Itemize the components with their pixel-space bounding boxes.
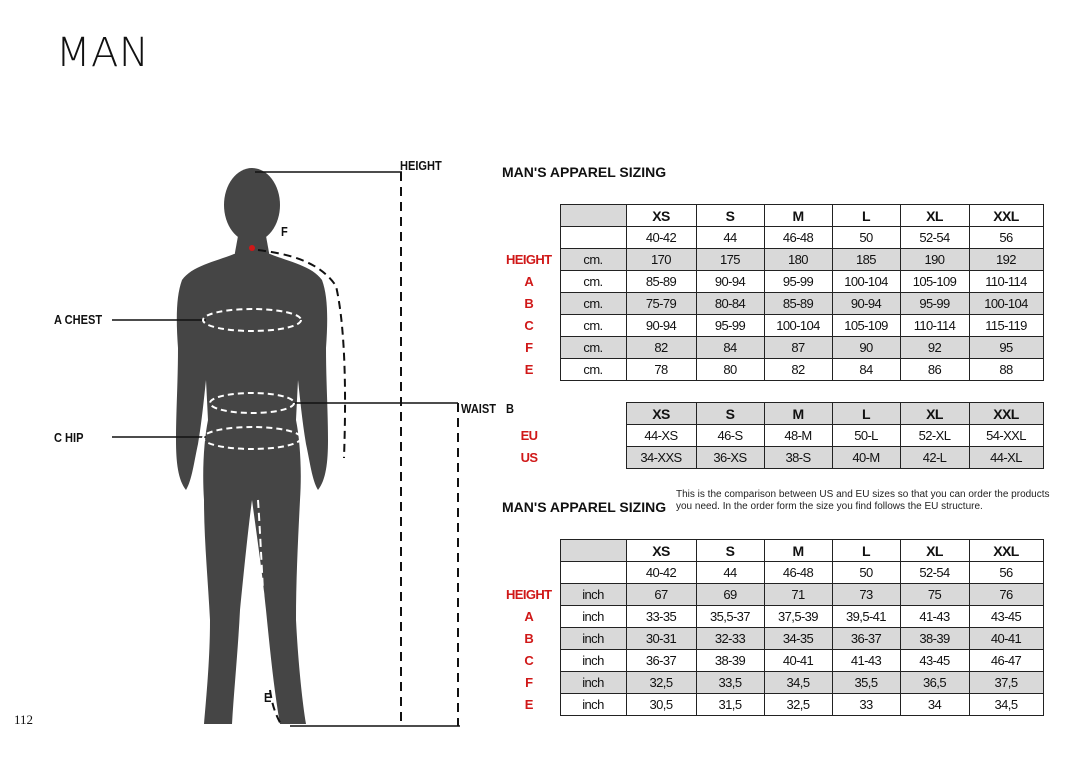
value-cell: 95 [969,337,1043,359]
size-header: M [764,205,832,227]
row-label: A [524,609,534,624]
value-cell: 84 [832,359,900,381]
row-label: E [524,697,533,712]
cm-size-table [498,204,1044,381]
value-cell: 85-89 [626,271,696,293]
cm-section-title: MAN'S APPAREL SIZING [502,164,667,180]
table-header-row [498,540,1043,562]
height-label: HEIGHT [400,158,442,173]
value-cell: 34,5 [969,694,1043,716]
value-cell: 115-119 [969,315,1043,337]
size-header: XS [626,403,696,425]
value-cell: 82 [764,359,832,381]
value-cell: 170 [626,249,696,271]
value-cell: 35,5 [832,672,900,694]
table-row [498,447,1043,469]
size-header: XS [626,205,696,227]
value-cell: 44-XL [969,447,1043,469]
waist-label: WAIST [461,401,496,416]
value-cell: 175 [696,249,764,271]
size-header: XXL [969,540,1043,562]
size-header: S [696,540,764,562]
value-cell: 38-39 [900,628,969,650]
value-cell: 105-109 [900,271,969,293]
size-header: M [764,403,832,425]
value-cell: 67 [626,584,696,606]
value-cell: 90-94 [832,293,900,315]
size-header: XS [626,540,696,562]
unit-cell: cm. [560,293,626,315]
table-row [498,425,1043,447]
row-label: C [524,653,534,668]
value-cell: 100-104 [969,293,1043,315]
value-cell: 30-31 [626,628,696,650]
size-header: M [764,540,832,562]
value-cell: 192 [969,249,1043,271]
value-cell: 75 [900,584,969,606]
value-cell: 75-79 [626,293,696,315]
value-cell: 90-94 [696,271,764,293]
table-row [498,650,1043,672]
page-title: MAN [56,30,150,76]
eu-size-cell: 44 [696,562,764,584]
value-cell: 88 [969,359,1043,381]
table-row [498,359,1043,381]
body-silhouette [176,168,328,724]
value-cell: 32,5 [764,694,832,716]
value-cell: 32,5 [626,672,696,694]
size-header: XL [900,205,969,227]
size-header: XL [900,403,969,425]
row-label: HEIGHT [505,252,552,267]
hip-label: C HIP [54,430,84,445]
value-cell: 38-S [764,447,832,469]
value-cell: 33,5 [696,672,764,694]
value-cell: 92 [900,337,969,359]
size-header: S [696,403,764,425]
table-row [498,606,1043,628]
waist-letter: B [506,401,514,416]
value-cell: 41-43 [832,650,900,672]
value-cell: 36-37 [626,650,696,672]
unit-cell: inch [560,650,626,672]
value-cell: 35,5-37 [696,606,764,628]
value-cell: 30,5 [626,694,696,716]
table-row [498,672,1043,694]
value-cell: 34,5 [764,672,832,694]
value-cell: 33-35 [626,606,696,628]
value-cell: 40-41 [764,650,832,672]
value-cell: 86 [900,359,969,381]
eu-size-cell: 52-54 [900,227,969,249]
value-cell: 38-39 [696,650,764,672]
value-cell: 95-99 [696,315,764,337]
value-cell: 190 [900,249,969,271]
row-label: C [524,318,534,333]
row-label: HEIGHT [505,587,552,602]
page-number: 112 [14,712,34,727]
value-cell: 34-35 [764,628,832,650]
unit-cell: cm. [560,315,626,337]
value-cell: 36,5 [900,672,969,694]
value-cell: 95-99 [900,293,969,315]
value-cell: 37,5 [969,672,1043,694]
value-cell: 87 [764,337,832,359]
leg-letter: E [264,690,272,705]
value-cell: 180 [764,249,832,271]
eu-size-cell: 46-48 [764,562,832,584]
eu-size-cell: 52-54 [900,562,969,584]
value-cell: 110-114 [969,271,1043,293]
size-header: XXL [969,205,1043,227]
table-row [498,562,1043,584]
value-cell: 46-S [696,425,764,447]
value-cell: 36-XS [696,447,764,469]
inch-section-title: MAN'S APPAREL SIZING [502,499,667,515]
row-label: US [520,450,538,465]
value-cell: 76 [969,584,1043,606]
size-header: XL [900,540,969,562]
row-label: A [524,274,534,289]
eu-size-cell: 40-42 [626,227,696,249]
value-cell: 52-XL [900,425,969,447]
value-cell: 43-45 [969,606,1043,628]
unit-cell: inch [560,628,626,650]
value-cell: 71 [764,584,832,606]
eu-size-cell: 46-48 [764,227,832,249]
value-cell: 73 [832,584,900,606]
chest-label: A CHEST [54,312,103,327]
row-label: E [524,362,533,377]
table-row [498,227,1043,249]
table-row [498,694,1043,716]
value-cell: 100-104 [764,315,832,337]
value-cell: 54-XXL [969,425,1043,447]
size-conversion-note: This is the comparison between US and EU sizes so that you can order the products you need. In the order form the size you find follows the EU structure. [676,489,1050,512]
table-row [498,315,1043,337]
value-cell: 90 [832,337,900,359]
table-row [498,271,1043,293]
unit-cell: cm. [560,359,626,381]
table-row [498,249,1043,271]
row-label: B [524,631,534,646]
value-cell: 69 [696,584,764,606]
table-row [498,628,1043,650]
table-row [498,584,1043,606]
value-cell: 95-99 [764,271,832,293]
value-cell: 42-L [900,447,969,469]
value-cell: 37,5-39 [764,606,832,628]
value-cell: 100-104 [832,271,900,293]
value-cell: 78 [626,359,696,381]
eu-size-cell: 56 [969,562,1043,584]
value-cell: 40-M [832,447,900,469]
value-cell: 90-94 [626,315,696,337]
value-cell: 36-37 [832,628,900,650]
unit-cell: inch [560,584,626,606]
unit-cell: inch [560,672,626,694]
value-cell: 39,5-41 [832,606,900,628]
value-cell: 43-45 [900,650,969,672]
table-header-row [498,205,1043,227]
size-header: L [832,403,900,425]
size-header: L [832,205,900,227]
value-cell: 40-41 [969,628,1043,650]
unit-cell: inch [560,694,626,716]
unit-cell: cm. [560,249,626,271]
row-label: EU [520,428,538,443]
value-cell: 82 [626,337,696,359]
eu-size-cell: 44 [696,227,764,249]
unit-cell: cm. [560,337,626,359]
table-header-row [498,403,1043,425]
value-cell: 185 [832,249,900,271]
value-cell: 50-L [832,425,900,447]
value-cell: 32-33 [696,628,764,650]
table-row [498,337,1043,359]
value-cell: 31,5 [696,694,764,716]
value-cell: 34 [900,694,969,716]
eu-size-cell: 50 [832,227,900,249]
size-header: XXL [969,403,1043,425]
value-cell: 80-84 [696,293,764,315]
eu-size-cell: 50 [832,562,900,584]
value-cell: 41-43 [900,606,969,628]
value-cell: 48-M [764,425,832,447]
value-cell: 110-114 [900,315,969,337]
value-cell: 46-47 [969,650,1043,672]
neck-letter: F [281,224,288,239]
value-cell: 85-89 [764,293,832,315]
value-cell: 105-109 [832,315,900,337]
row-label: F [525,675,533,690]
value-cell: 84 [696,337,764,359]
row-label: B [524,296,534,311]
row-label: F [525,340,533,355]
eu-size-cell: 40-42 [626,562,696,584]
unit-cell: inch [560,606,626,628]
eu-us-conversion-table [498,402,1044,469]
value-cell: 34-XXS [626,447,696,469]
table-row [498,293,1043,315]
size-header: L [832,540,900,562]
inch-size-table [498,539,1044,716]
value-cell: 44-XS [626,425,696,447]
eu-size-cell: 56 [969,227,1043,249]
value-cell: 80 [696,359,764,381]
size-header: S [696,205,764,227]
unit-cell: cm. [560,271,626,293]
value-cell: 33 [832,694,900,716]
